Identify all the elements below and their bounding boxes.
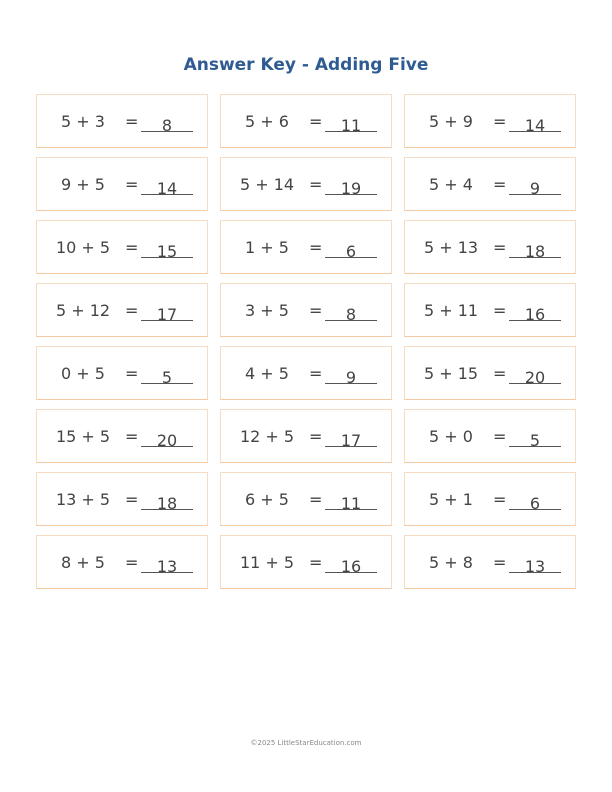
problem-cell <box>220 157 392 211</box>
equals-sign: = <box>125 112 139 131</box>
problem-expression: 0 + 5 <box>61 364 105 383</box>
page-title: Answer Key - Adding Five <box>183 55 429 75</box>
problem-cell <box>36 157 208 211</box>
equals-sign: = <box>309 427 323 446</box>
problem-answer: 20 <box>524 368 546 387</box>
problem-expression: 5 + 14 <box>239 175 295 194</box>
problem-expression: 5 + 3 <box>61 112 105 131</box>
problem-expression: 5 + 13 <box>423 238 479 257</box>
problem-answer: 8 <box>345 305 357 324</box>
equals-sign: = <box>493 364 507 383</box>
equals-sign: = <box>309 553 323 572</box>
equals-sign: = <box>493 301 507 320</box>
problem-answer: 8 <box>161 116 173 135</box>
problem-expression: 10 + 5 <box>55 238 111 257</box>
problem-row <box>36 157 577 211</box>
problem-answer: 6 <box>529 494 541 513</box>
equals-sign: = <box>309 364 323 383</box>
problem-answer: 14 <box>156 179 178 198</box>
problem-answer: 13 <box>524 557 546 576</box>
problem-answer: 18 <box>156 494 178 513</box>
problem-answer: 16 <box>340 557 362 576</box>
problem-expression: 15 + 5 <box>55 427 111 446</box>
equals-sign: = <box>309 238 323 257</box>
problem-expression: 5 + 11 <box>423 301 479 320</box>
problem-cell <box>404 346 576 400</box>
copyright-footer: ©2025 LittleStarEducation.com <box>250 739 362 747</box>
problem-row <box>36 283 577 337</box>
problem-expression: 5 + 1 <box>429 490 473 509</box>
problem-expression: 5 + 9 <box>429 112 473 131</box>
problem-answer: 20 <box>156 431 178 450</box>
equals-sign: = <box>125 553 139 572</box>
problem-answer: 11 <box>340 116 362 135</box>
problem-cell <box>404 535 576 589</box>
equals-sign: = <box>493 553 507 572</box>
problem-cell <box>36 409 208 463</box>
problem-answer: 9 <box>529 179 541 198</box>
problem-expression: 11 + 5 <box>239 553 295 572</box>
equals-sign: = <box>309 112 323 131</box>
problem-cell <box>220 472 392 526</box>
problem-cell <box>404 94 576 148</box>
equals-sign: = <box>309 490 323 509</box>
problem-cell <box>404 157 576 211</box>
problem-cell <box>36 94 208 148</box>
problem-answer: 19 <box>340 179 362 198</box>
problem-cell <box>36 535 208 589</box>
equals-sign: = <box>125 490 139 509</box>
problem-cell <box>220 346 392 400</box>
problem-expression: 8 + 5 <box>61 553 105 572</box>
problem-answer: 14 <box>524 116 546 135</box>
equals-sign: = <box>309 301 323 320</box>
problem-cell <box>220 409 392 463</box>
problem-answer: 18 <box>524 242 546 261</box>
problem-expression: 5 + 6 <box>245 112 289 131</box>
problem-answer: 5 <box>161 368 173 387</box>
problem-row <box>36 220 577 274</box>
problem-expression: 9 + 5 <box>61 175 105 194</box>
equals-sign: = <box>125 427 139 446</box>
equals-sign: = <box>493 427 507 446</box>
problem-cell <box>404 409 576 463</box>
problem-answer: 16 <box>524 305 546 324</box>
problem-expression: 12 + 5 <box>239 427 295 446</box>
problem-answer: 9 <box>345 368 357 387</box>
equals-sign: = <box>125 175 139 194</box>
problem-cell <box>220 283 392 337</box>
equals-sign: = <box>125 238 139 257</box>
problem-row <box>36 409 577 463</box>
problem-cell <box>220 535 392 589</box>
problem-answer: 15 <box>156 242 178 261</box>
problem-expression: 3 + 5 <box>245 301 289 320</box>
equals-sign: = <box>125 364 139 383</box>
problem-row <box>36 346 577 400</box>
equals-sign: = <box>493 490 507 509</box>
problem-cell <box>404 472 576 526</box>
equals-sign: = <box>493 112 507 131</box>
problem-expression: 5 + 4 <box>429 175 473 194</box>
problem-expression: 4 + 5 <box>245 364 289 383</box>
problem-row <box>36 94 577 148</box>
equals-sign: = <box>125 301 139 320</box>
problem-expression: 5 + 8 <box>429 553 473 572</box>
problem-answer: 13 <box>156 557 178 576</box>
problem-expression: 6 + 5 <box>245 490 289 509</box>
problem-cell <box>36 283 208 337</box>
problem-expression: 1 + 5 <box>245 238 289 257</box>
problem-expression: 13 + 5 <box>55 490 111 509</box>
problem-answer: 11 <box>340 494 362 513</box>
problem-expression: 5 + 15 <box>423 364 479 383</box>
problem-cell <box>36 346 208 400</box>
equals-sign: = <box>309 175 323 194</box>
problem-row <box>36 472 577 526</box>
problem-answer: 5 <box>529 431 541 450</box>
problem-answer: 17 <box>156 305 178 324</box>
equals-sign: = <box>493 175 507 194</box>
equals-sign: = <box>493 238 507 257</box>
problem-cell <box>220 94 392 148</box>
problem-expression: 5 + 12 <box>55 301 111 320</box>
problem-row <box>36 535 577 589</box>
problem-cell <box>404 283 576 337</box>
problem-answer: 6 <box>345 242 357 261</box>
problem-cell <box>36 220 208 274</box>
problem-cell <box>404 220 576 274</box>
problem-cell <box>36 472 208 526</box>
problem-answer: 17 <box>340 431 362 450</box>
problem-cell <box>220 220 392 274</box>
problem-expression: 5 + 0 <box>429 427 473 446</box>
